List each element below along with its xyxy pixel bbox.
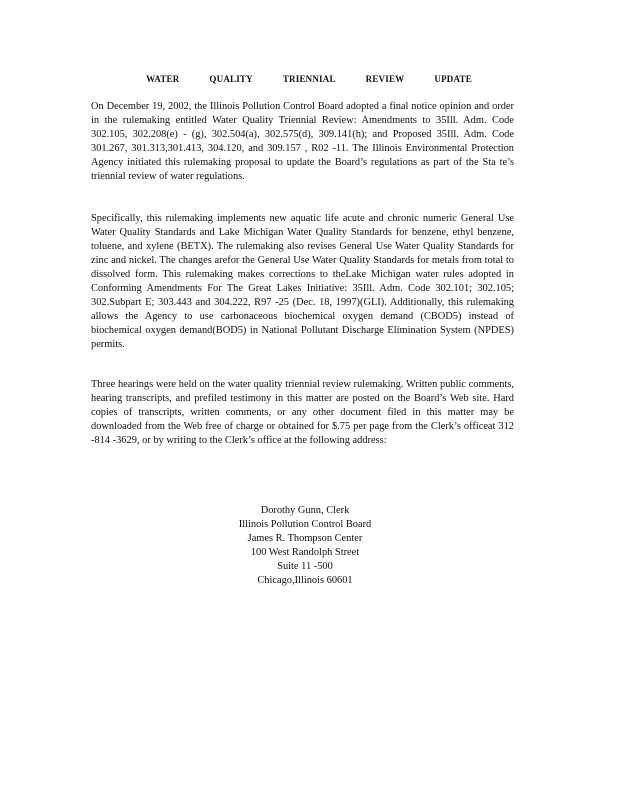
- paragraph-specifics: Specifically, this rulemaking implements new aquatic life acute and chronic numeric General Use Water Quality Standards and Lake Michigan Water Quality Standards for benzene, ethyl benzene, toluene, and xylene (BETX). The rulemaking also revises General Use Water Quality Standards for zinc and nickel. The changes arefor the General Use Water Quality Standards for metals from total to dissolved form. This rulemaking makes corrections to theLake Michigan water rules adopted in Conforming Amendments For The Great Lakes Initiative: 35Ill. Adm. Code 302.101; 302.105; 302.Subpart E; 303.443 and 304.222, R97 -25 (Dec. 18, 1997)(GLI). Additionally, this rulemaking allows the Agency to use carbonaceous biochemical oxygen demand (CBOD5) instead of biochemical oxygen demand(BOD5) in National Pollutant Discharge Elimination System (NPDES) permits.: [91, 213, 514, 350]
- address-line: James R. Thompson Center: [247, 533, 363, 544]
- address-line: Dorothy Gunn, Clerk: [260, 505, 350, 516]
- title-word: WATER: [146, 74, 180, 84]
- address-line: Chicago,Illinois 60601: [257, 575, 353, 586]
- paragraph-intro: On December 19, 2002, the Illinois Pollution Control Board adopted a final notice opinion and order in the rulemaking entitled Water Quality Triennial Review: Amendments to 35Ill. Adm. Code 302.105, 302.208(e) - (g), 302.504(a), 302.575(d), 309.141(h); and Proposed 35Ill. Adm. Code 301.267, 301.313,301.413, 304.120, and 309.157 , R02 -11. The Illinois Environmental Protection Agency initiated this rulemaking proposal to update the Board’s regulations as part of the Sta te’s triennial review of water regulations.: [91, 101, 514, 182]
- title-word: QUALITY: [209, 74, 253, 84]
- title-word: UPDATE: [434, 74, 472, 84]
- document-title: [0, 74, 618, 84]
- mailing-address: [200, 504, 410, 588]
- title-word: TRIENNIAL: [282, 74, 336, 84]
- address-line: Illinois Pollution Control Board: [238, 519, 372, 530]
- address-line: Suite 11 -500: [277, 561, 333, 572]
- address-line: 100 West Randolph Street: [250, 547, 360, 558]
- paragraph-hearings: Three hearings were held on the water quality triennial review rulemaking. Written public comments, hearing transcripts, and prefiled testimony in this matter are posted on the Board’s Web site. Hard copies of transcripts, written comments, or any other document filed in this matter may be downloaded from the Web free of charge or obtained for $.75 per page from the Clerk’s officeat 312 -814 -3629, or by writing to the Clerk’s office at the following address:: [91, 379, 514, 446]
- title-word: REVIEW: [365, 74, 405, 84]
